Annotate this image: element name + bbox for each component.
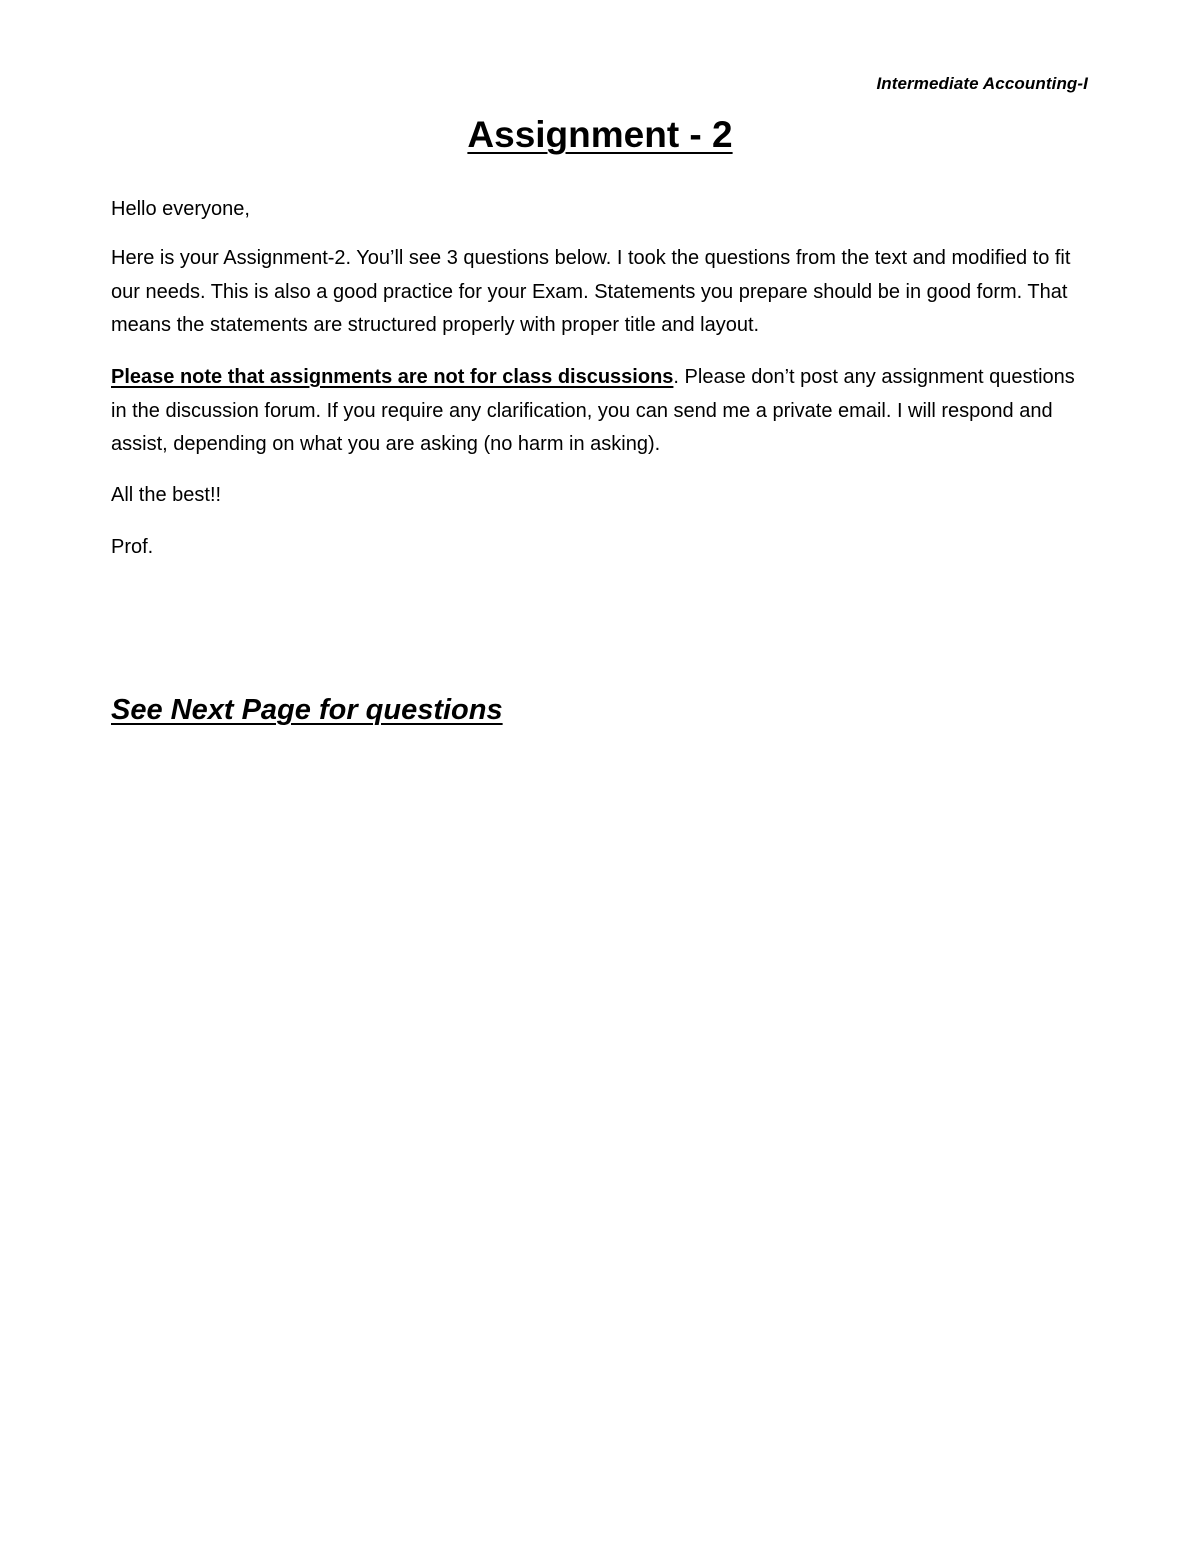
course-header: Intermediate Accounting-I <box>876 74 1088 93</box>
note-rest: . Please don’t post any assignment questions in the discussion forum. If you require any clarification, you can send me a private email. I will respond and assist, depending on what you are asking (no harm in asking). <box>111 366 1075 455</box>
next-page-note: See Next Page for questions <box>111 694 503 726</box>
assignment-title: Assignment - 2 <box>467 114 733 155</box>
intro-paragraph: Here is your Assignment-2. You’ll see 3 questions below. I took the questions from the text and modified to fit our needs. This is also a good practice for your Exam. Statements you prepare should be in good form. That means the statements are structured properly with proper title and layout. <box>111 247 1071 336</box>
greeting-paragraph: Hello everyone, <box>111 198 250 220</box>
note-emphasis: Please note that assignments are not for class discussions <box>111 366 674 388</box>
closing-line: All the best!! <box>111 484 222 506</box>
signature-line: Prof. <box>111 536 154 558</box>
note-paragraph <box>111 361 1086 462</box>
